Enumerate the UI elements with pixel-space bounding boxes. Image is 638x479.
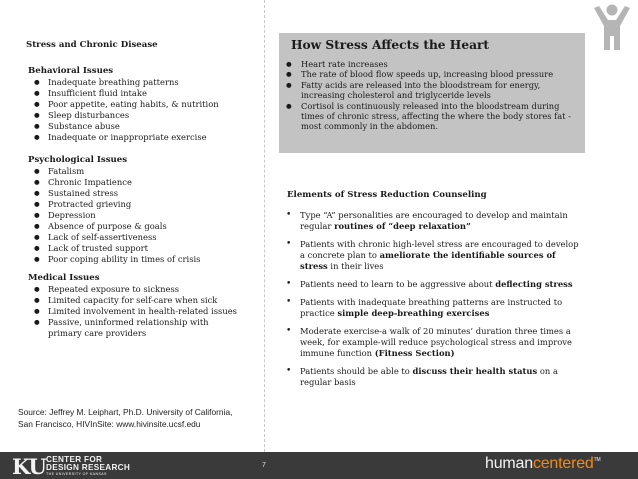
list-item-line: ● Passive, uninformed relationship with — [48, 317, 209, 327]
trademark: TM — [593, 457, 601, 463]
emphasis: simple deep-breathing exercises — [337, 308, 490, 318]
list-item — [284, 297, 584, 319]
ku-logo: KU — [12, 454, 46, 479]
text-span: Patients with chronic high-level stress are encouraged to develop a concrete plan to — [300, 239, 579, 260]
list-item: ● Substance abuse — [32, 121, 219, 132]
list-item — [284, 366, 584, 388]
emphasis: (Fitness Section) — [374, 348, 455, 358]
list-item: ● Protracted grieving — [32, 199, 200, 210]
source-citation — [18, 406, 232, 430]
cdr-line: CENTER FOR — [46, 455, 103, 464]
list-item: ● Lack of trusted support — [32, 243, 200, 254]
list-item: ● Lack of self-assertiveness — [32, 232, 200, 243]
psychological-heading: Psychological Issues — [28, 155, 128, 165]
emphasis: discuss their health status — [412, 366, 538, 376]
counseling-title: Elements of Stress Reduction Counseling — [287, 190, 487, 200]
list-item: ● Limited involvement in health-related issues — [32, 306, 237, 317]
list-item: ● Chronic Impatience — [32, 177, 200, 188]
list-item — [284, 239, 584, 272]
column-divider — [264, 0, 265, 452]
source-line: Source: Jeffrey M. Leiphart, Ph.D. University of California, — [18, 407, 233, 417]
cdr-line: THE UNIVERSITY OF KANSAS — [46, 472, 107, 476]
behavioral-heading: Behavioral Issues — [28, 66, 114, 76]
list-item: ● Absence of purpose & goals — [32, 221, 200, 232]
source-line: San Francisco, HIVInSite: www.hivinsite.ucsf.edu — [18, 419, 201, 429]
emphasis: ameliorate the identifiable sources of stress — [300, 250, 556, 271]
list-item: ● Repeated exposure to sickness — [32, 284, 237, 295]
counseling-list — [284, 210, 584, 395]
psychological-list — [32, 166, 200, 265]
list-item-line: primary care providers — [48, 328, 147, 338]
logo-part: centered — [532, 455, 594, 472]
list-item: ● Limited capacity for self-care when sick — [32, 295, 237, 306]
list-item: ● Poor coping ability in times of crisis — [32, 254, 200, 265]
cdr-logo — [46, 456, 130, 477]
list-item: ● Sleep disturbances — [32, 110, 219, 121]
medical-section — [28, 273, 237, 339]
list-item — [284, 279, 584, 290]
behavioral-list — [32, 77, 219, 143]
list-item — [32, 317, 237, 339]
medical-heading: Medical Issues — [28, 273, 100, 283]
list-item: ● Inadequate breathing patterns — [32, 77, 219, 88]
text-span: on a regular basis — [300, 366, 558, 387]
list-item: ● Depression — [32, 210, 200, 221]
emphasis: routines of “deep relaxation” — [334, 221, 471, 231]
text-span: Patients need to learn to be aggressive about — [300, 279, 496, 289]
logo-part: human — [485, 455, 533, 472]
text-span: Type “A” personalities are encouraged to develop and maintain regular — [300, 210, 568, 231]
text-span: Patients with inadequate breathing patterns are instructed to practice — [300, 297, 563, 318]
page-number: 7 — [262, 462, 266, 469]
list-item: ● Fatty acids are released into the bloodstream for energy, increasing cholesterol and triglyceride levels — [283, 80, 583, 101]
emphasis: deflecting stress — [495, 279, 573, 289]
humancentered-logo — [485, 455, 600, 473]
list-item: ● Insufficient fluid intake — [32, 88, 219, 99]
heart-stress-title: How Stress Affects the Heart — [291, 38, 490, 52]
list-item: ● Poor appetite, eating habits, & nutrition — [32, 99, 219, 110]
list-item: ● Sustained stress — [32, 188, 200, 199]
psychological-section — [28, 155, 200, 265]
list-item — [284, 210, 584, 232]
left-title: Stress and Chronic Disease — [26, 40, 158, 50]
text-span: Patients should be able to — [300, 366, 413, 376]
list-item: ● Inadequate or inappropriate exercise — [32, 132, 219, 143]
behavioral-section — [28, 66, 219, 143]
person-arms-raised-icon — [590, 2, 634, 52]
list-item — [284, 326, 584, 359]
heart-stress-list — [283, 59, 583, 132]
list-item: ● Fatalism — [32, 166, 200, 177]
footer-bar — [0, 452, 638, 479]
list-item: ● Heart rate increases — [283, 59, 583, 69]
heart-stress-box — [279, 33, 585, 153]
text-span: Moderate exercise-a walk of 20 minutes’ duration three times a week, for example-will reduce psychological stress and improve immune function — [300, 326, 572, 358]
text-span: in their lives — [327, 261, 384, 271]
medical-list — [32, 284, 237, 339]
list-item: ● Cortisol is continuously released into the bloodstream during times of chronic stress, affecting the where the body stores fat - most commonly in the abdomen. — [283, 101, 583, 132]
cdr-line: DESIGN RESEARCH — [46, 463, 131, 472]
list-item: ● The rate of blood flow speeds up, increasing blood pressure — [283, 69, 583, 79]
